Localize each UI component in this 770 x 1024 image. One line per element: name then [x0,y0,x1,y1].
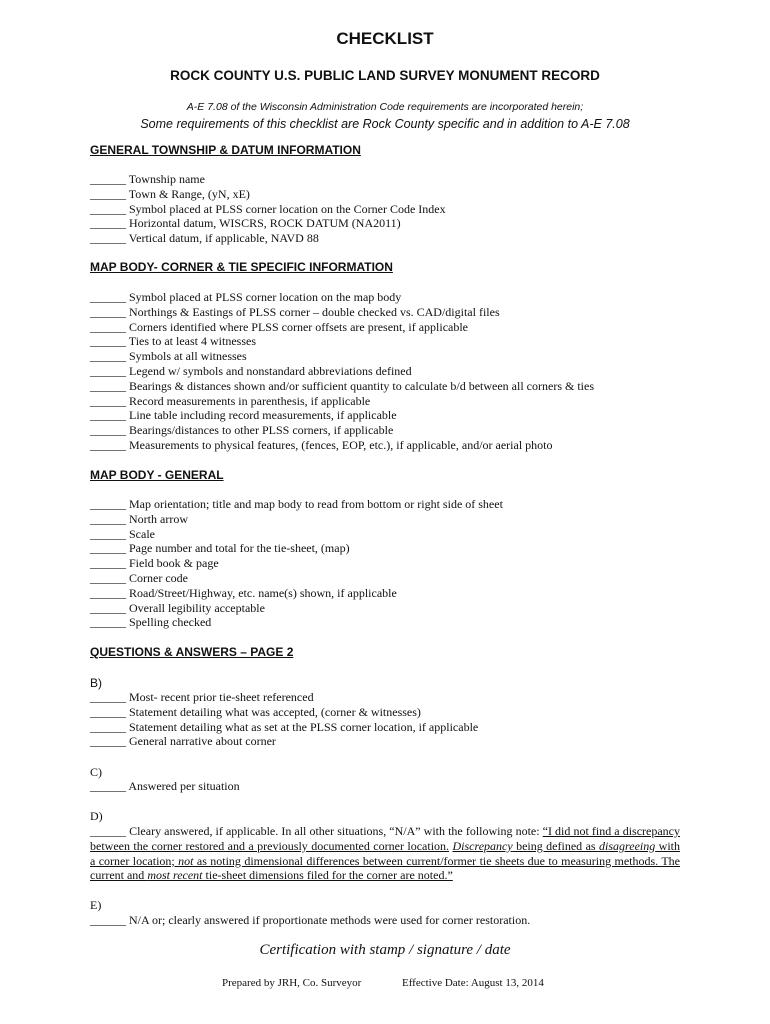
section-heading-map-general: MAP BODY - GENERAL [90,468,224,482]
checklist-item: ______ Symbol placed at PLSS corner location on the Corner Code Index [90,201,446,216]
prepared-by: Prepared by JRH, Co. Surveyor [222,977,362,989]
checklist-item: ______ Answered per situation [90,779,240,793]
checklist-item: ______ Township name [90,172,205,186]
checklist-item: ______ Spelling checked [90,615,212,630]
county-specific-note: Some requirements of this checklist are Rock County specific and in addition to A-E 7.08 [140,117,630,131]
required-note-text: tie-sheet dimensions filed for the corner are noted.” [202,868,453,883]
checklist-item: ______ Legend w/ symbols and nonstandard abbreviations defined [90,363,412,378]
checklist-item: ______ Vertical datum, if applicable, NAVD 88 [90,231,319,246]
question-d-paragraph [90,824,680,883]
question-c-label: C) [90,765,102,779]
required-note-text: with a corner location; [90,838,680,868]
certification-line: Certification with stamp / signature / date [259,942,511,958]
required-note-text: being defined as [512,838,600,853]
effective-date: Effective Date: August 13, 2014 [402,977,544,989]
question-e-checklist [90,913,530,928]
checklist-item: ______ General narrative about corner [90,734,276,749]
checklist-item: ______ Most- recent prior tie-sheet referenced [90,690,314,704]
township-checklist [90,172,446,246]
question-b-label: B) [90,676,102,690]
checklist-item: ______ Symbols at all witnesses [90,349,247,364]
section-heading-questions-answers: QUESTIONS & ANSWERS – PAGE 2 [90,645,294,659]
checklist-item: ______ Statement detailing what was accepted, (corner & witnesses) [90,704,421,719]
checklist-item: ______ Town & Range, (yN, xE) [90,186,250,201]
checklist-item: ______ North arrow [90,511,188,526]
checklist-item: ______ Measurements to physical features, (fences, EOP, etc.), if applicable, and/or aerial photo [90,437,553,452]
checklist-item: ______ Bearings & distances shown and/or sufficient quantity to calculate b/d between all corners & ties [90,378,594,393]
document-subtitle: ROCK COUNTY U.S. PUBLIC LAND SURVEY MONUMENT RECORD [170,68,600,83]
note-emphasis-disagreeing: disagreeing [599,838,656,853]
checklist-item: ______ Northings & Eastings of PLSS corner – double checked vs. CAD/digital files [90,304,500,319]
admin-code-note: A-E 7.08 of the Wisconsin Administration Code requirements are incorporated herein; [186,101,584,113]
corner-tie-checklist [90,290,594,453]
checklist-item: ______ Overall legibility acceptable [90,600,265,615]
checklist-item: ______ Ties to at least 4 witnesses [90,334,257,349]
question-d-label: D) [90,809,103,823]
note-emphasis-most-recent: most recent [147,868,203,883]
question-e-label: E) [90,898,102,912]
checklist-item: ______ Map orientation; title and map body to read from bottom or right side of sheet [90,497,503,511]
section-heading-corner-tie: MAP BODY- CORNER & TIE SPECIFIC INFORMATION [90,260,393,274]
map-general-checklist [90,497,503,630]
checklist-item: ______ N/A or; clearly answered if proportionate methods were used for corner restoration. [90,913,531,927]
checklist-item: ______ Road/Street/Highway, etc. name(s) shown, if applicable [90,585,397,600]
note-emphasis-not: not [178,853,194,868]
checklist-item: ______ Line table including record measurements, if applicable [90,408,397,423]
checklist-item: ______ Record measurements in parenthesis, if applicable [90,393,371,408]
checklist-item: ______ Symbol placed at PLSS corner location on the map body [90,290,402,304]
section-heading-township: GENERAL TOWNSHIP & DATUM INFORMATION [90,143,361,157]
checklist-item: ______ Statement detailing what as set at the PLSS corner location, if applicable [90,719,479,734]
checklist-item: ______ Scale [90,526,155,541]
checklist-item: ______ Horizontal datum, WISCRS, ROCK DATUM (NA2011) [90,216,401,231]
checklist-item: ______ Corners identified where PLSS corner offsets are present, if applicable [90,319,468,334]
document-title: CHECKLIST [336,29,434,48]
question-b-checklist [90,690,478,749]
question-d-intro: ______ Cleary answered, if applicable. In all other situations, “N/A” with the following note: [90,824,543,838]
checklist-item: ______ Corner code [90,570,188,585]
checklist-item: ______ Bearings/distances to other PLSS corners, if applicable [90,423,394,438]
checklist-item: ______ Field book & page [90,556,219,571]
required-note-text: as noting dimensional differences between current/former tie sheets due to measuring methods. The current and [90,853,680,883]
required-note-text: “I did not find a discrepancy between the corner restored and a previously documented corner location. [90,824,680,853]
question-c-checklist [90,779,240,794]
note-emphasis-discrepancy: Discrepancy [452,838,513,853]
checklist-item: ______ Page number and total for the tie-sheet, (map) [90,541,350,556]
